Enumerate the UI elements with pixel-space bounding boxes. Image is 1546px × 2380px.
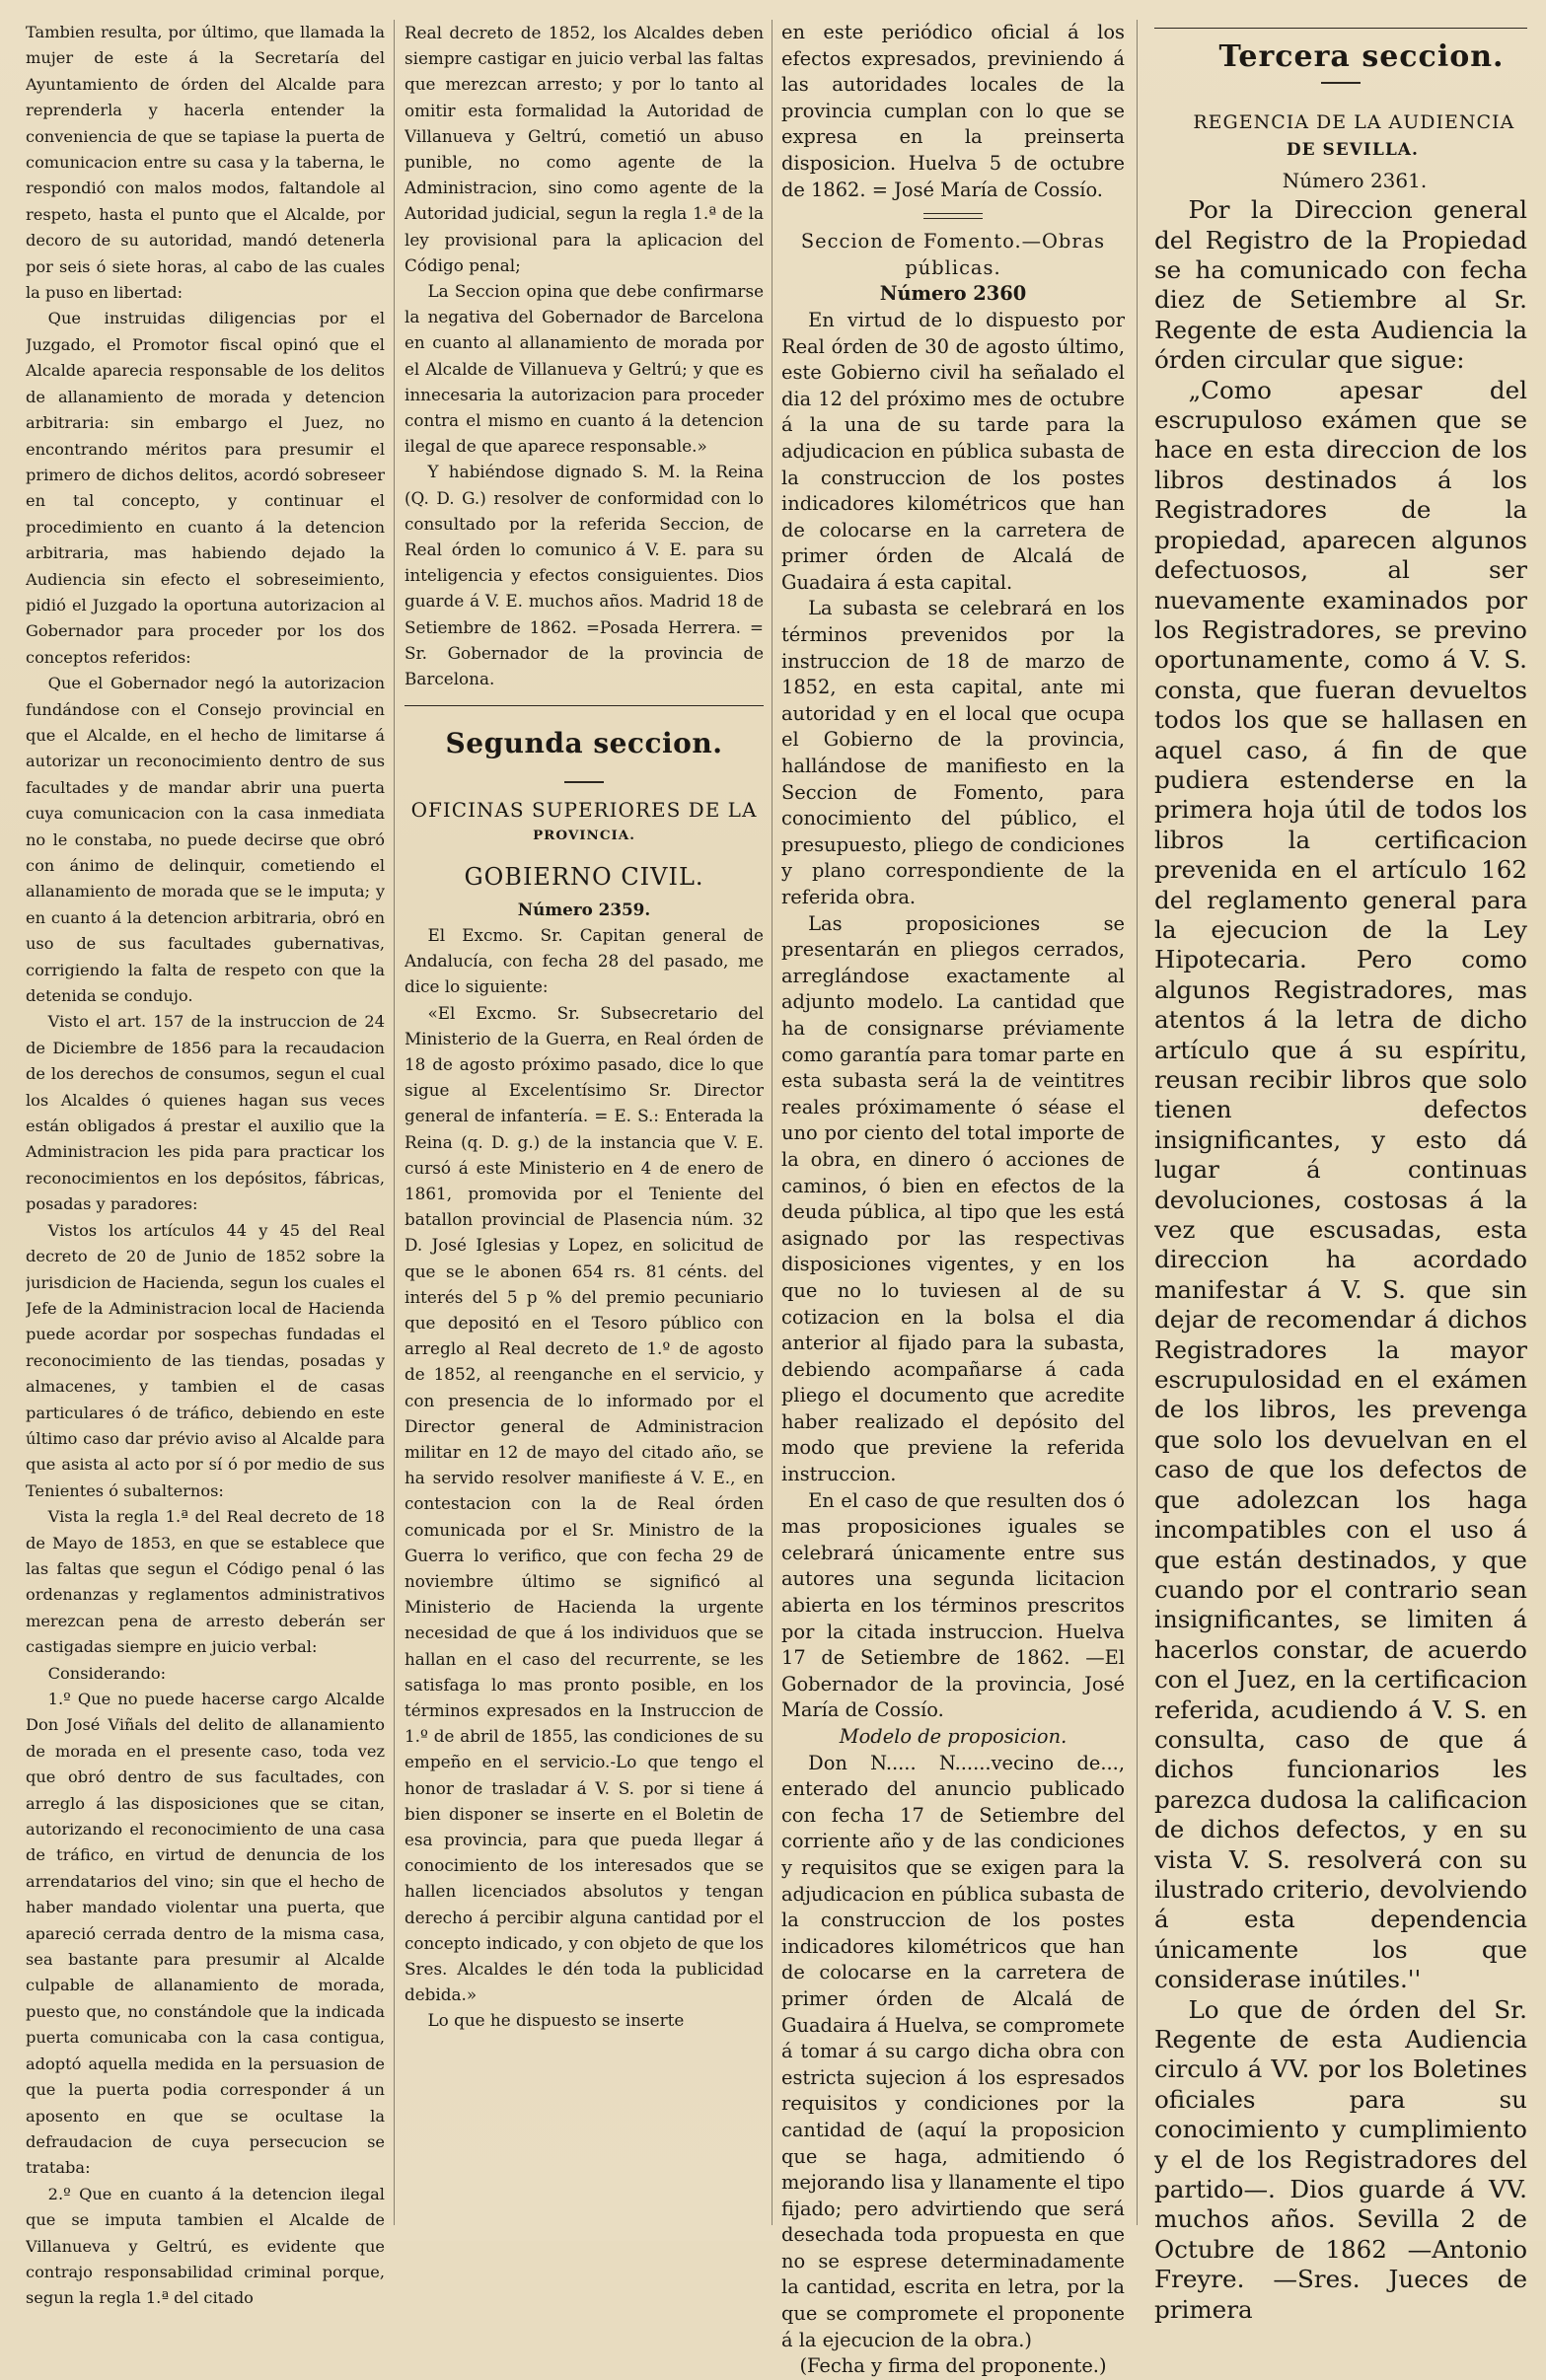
paragraph: Don N..... N......vecino de..., enterado del anuncio publicado con fecha 17 de Setiembre del corriente año y de las condiciones y requisitos que se exigen para la adjudicacion en pública subasta de la construccion de los postes indicadores kilométricos que han de colocarse en la carretera de primer órden de Alcalá de Guadaira á Huelva, se compromete á tomar á su cargo dicha obra con estricta sujecion á los espresados requisitos y condiciones por la cantidad de (aquí la proposicion que se haga, admitiendo ó mejorando lisa y llanamente el tipo fijado; pero advirtiendo que será desechada toda propuesta en que no se esprese determinadamente la cantidad, escrita en letra, por la que se compromete el proponente á la ejecucion de la obra.) xyxy=(781,1751,1125,2351)
paragraph: La subasta se celebrará en los términos prevenidos por la instruccion de 18 de marzo de 1852, en esta capital, ante mi autoridad y en el local que ocupa el Gobierno de la provincia, hallándose de manifiesto en la Seccion de Fomento, para conocimiento del público, el presupuesto, pliego de condiciones y plano correspondiente de la referida obra. xyxy=(781,597,1125,908)
decree-number: Número 2361. xyxy=(1282,168,1428,192)
column-divider xyxy=(394,20,395,2225)
short-rule xyxy=(564,781,604,783)
column-divider xyxy=(772,20,773,2225)
decree-number: Número 2360 xyxy=(879,282,1027,306)
paragraph: «El Excmo. Sr. Subsecretario del Ministerio de la Guerra, en Real órden de 18 de agosto próximo pasado, dice lo que sigue al Excelentísimo Sr. Director general de infantería. = E. S.: Enterada la Reina (q. D. g.) de la instancia que V. E. cursó á este Ministerio en 4 de enero de 1861, promovida por el Teniente del batallon provincial de Plasencia núm. 32 D. José Iglesias y Lopez, en solicitud de que se le abonen 654 rs. 81 cénts. del interés del 5 p % del premio pecuniario que depositó en el Tesoro público con arreglo al Real decreto de 1.º de agosto de 1852, al reenganche en el servicio, y con presencia de lo informado por el Director general de Administracion militar en 12 de mayo del citado año, se ha servido resolver manifieste á V. E., en contestacion con la de Real órden comunicada por el Sr. Ministro de la Guerra lo verifico, que con fecha 29 de noviembre último se significó al Ministerio de Hacienda la urgente necesidad de que á los individuos que se hallan en el caso del recurrente, se les satisfaga lo mas pronto posible, en los términos expresados en la Instruccion de 1.º de abril de 1855, las condiciones de su empeño en el servicio.-Lo que tengo el honor de trasladar á V. S. por si tiene á bien disponer se inserte en el Boletin de esa provincia, para que pueda llegar á conocimiento de los interesados que se hallen licenciados absolutos y tengan derecho á percibir alguna cantidad por el concepto indicado, y con objeto de que los Sres. Alcaldes le dén toda la publicidad debida.» xyxy=(405,1002,764,2005)
gov-title: GOBIERNO CIVIL. xyxy=(464,862,704,891)
office-subtitle: PROVINCIA. xyxy=(533,828,635,844)
section-rule xyxy=(1154,28,1527,29)
section-title: Segunda seccion. xyxy=(445,727,723,760)
paragraph: Visto el art. 157 de la instruccion de 24 de Diciembre de 1856 para la recaudacion de los derechos de consumos, segun el cual los Alcaldes ó quienes hagan sus veces están obligados á prestar el auxilio que la Administracion les pida para practicar los reconocimientos en los depósitos, fábricas, posadas y paradores: xyxy=(26,1012,385,1214)
short-rule xyxy=(1321,82,1361,84)
regencia-subtitle: DE SEVILLA. xyxy=(1286,140,1419,161)
paragraph: Las proposiciones se presentarán en pliegos cerrados, arreglándose exactamente al adjunto modelo. La cantidad que ha de consignarse préviamente como garantía para tomar parte en esta subasta será la de veintitres reales próximamente ó séase el uno por ciento del total importe de la obra, en dinero ó acciones de caminos, ó bien en efectos de la deuda pública, al tipo que les está asignado por las respectivas disposiciones vigentes, y en los que no lo tuviesen al de su cotizacion en la bolsa el dia anterior al fijado para la subasta, debiendo acompañarse á cada pliego el documento que acredite haber realizado el depósito del modo que previene la referida instruccion. xyxy=(781,911,1125,1486)
paragraph: 1.º Que no puede hacerse cargo Alcalde Don José Viñals del delito de allanamiento de morada en el presente caso, toda vez que obró dentro de sus facultades, con arreglo á las disposiciones que se citan, autorizando el reconocimiento de una casa de tráfico, en virtud de denuncia de los arrendatarios del vino; sin que el hecho de haber mandado violentar una puerta, que apareció cerrada dentro de la misma casa, sea bastante para presumir al Alcalde culpable de allanamiento de morada, puesto que, no constándole que la indicada puerta comunicaba con la casa contigua, adoptó aquella medida en la persuasion de que la puerta podia corresponder á un aposento en que se ocultase la defraudacion de cuya persecucion se trataba: xyxy=(26,1690,385,2178)
paragraph: El Excmo. Sr. Capitan general de Andalucía, con fecha 28 del pasado, me dice lo siguiente: xyxy=(405,924,764,997)
signature-line: (Fecha y firma del proponente.) xyxy=(799,2354,1107,2378)
paragraph: Vista la regla 1.ª del Real decreto de 18 de Mayo de 1853, en que se establece que las faltas que segun el Código penal ó las ordenanzas y reglamentos administrativos merezcan pena de arresto deberán ser castigadas siempre en juicio verbal: xyxy=(26,1507,385,1657)
section-rule xyxy=(405,705,764,706)
double-rule xyxy=(923,213,983,219)
paragraph: En el caso de que resulten dos ó mas proposiciones iguales se celebrará únicamente entre sus autores una segunda licitacion abierta en los términos prescritos por la citada instruccion. Huelva 17 de Setiembre de 1862. —El Gobernador de la provincia, José María de Cossío. xyxy=(781,1488,1125,1722)
column-3 xyxy=(781,20,1125,2380)
column-4 xyxy=(1154,20,1527,2325)
paragraph: Y habiéndose dignado S. M. la Reina (Q. D. G.) resolver de conformidad con lo consultado por la referida Seccion, de Real órden lo comunico á V. E. para su inteligencia y efectos consiguientes. Dios guarde á V. E. muchos años. Madrid 18 de Setiembre de 1862. =Posada Herrera. = Sr. Gobernador de la provincia de Barcelona. xyxy=(405,462,764,689)
paragraph: En virtud de lo dispuesto por Real órden de 30 de agosto último, este Gobierno civil ha señalado el dia 12 del próximo mes de octubre á la una de su tarde para la adjudicacion en pública subasta de la construccion de los postes indicadores kilométricos que han de colocarse en la carretera de primer órden de Alcalá de Guadaira á esta capital. xyxy=(781,308,1125,594)
paragraph: Lo que he dispuesto se inserte xyxy=(427,2010,685,2031)
section-title: Seccion de Fomento.—Obras públicas. xyxy=(800,230,1106,279)
column-1 xyxy=(26,20,385,2312)
section-title: Tercera seccion. xyxy=(1218,39,1505,74)
paragraph: Lo que de órden del Sr. Regente de esta Audiencia circulo á VV. por los Boletines oficiales para su conocimiento y cumplimiento y el de los Registradores del partido—. Dios guarde á VV. muchos años. Sevilla 2 de Octubre de 1862 —Antonio Freyre. —Sres. Jueces de primera xyxy=(1154,1994,1527,2324)
column-divider xyxy=(1137,20,1138,2225)
paragraph: La Seccion opina que debe confirmarse la negativa del Gobernador de Barcelona en cuanto al allanamiento de morada por el Alcalde de Villanueva y Geltrú; y que es innecesaria la autorizacion para proceder contra el mismo en cuanto á la detencion ilegal de que aparece responsable.» xyxy=(405,281,764,457)
paragraph: Que instruidas diligencias por el Juzgado, el Promotor fiscal opinó que el Alcalde aparecia responsable de los delitos de allanamiento de morada y detencion arbitraria: sin embargo el Juez, no encontrando méritos para presumir el primero de dichos delitos, acordó sobreseer en tal concepto, y continuar el procedimiento en cuanto á la detencion arbitraria, mas habiendo dejado la Audiencia sin efecto el sobreseimiento, pidió el Juzgado la oportuna autorizacion al Gobernador para proceder por los dos conceptos referidos: xyxy=(26,309,385,667)
column-2 xyxy=(405,20,764,2034)
paragraph: en este periódico oficial á los efectos expresados, previniendo á las autoridades locales de la provincia cumplan con lo que se expresa en la preinserta disposicion. Huelva 5 de octubre de 1862. = José María de Cossío. xyxy=(781,21,1125,201)
paragraph: „Como apesar del escrupuloso exámen que se hace en esta direccion de los libros destinados á los Registradores de la propiedad, aparecen algunos defectuosos, al ser nuevamente examinados por los Registradores, se previno oportunamente, como á V. S. consta, que fueran devueltos todos los que se hallasen en aquel caso, á fin de que pudiera estenderse en la primera hoja útil de todos los libros la certificacion prevenida en el artículo 162 del reglamento general para la ejecucion de la Ley Hipotecaria. Pero como algunos Registradores, mas atentos á la letra de dicho artículo que á su espíritu, reusan recibir libros que solo tienen defectos insignificantes, y esto dá lugar á continuas devoluciones, costosas á la vez que escusadas, esta direccion ha acordado manifestar á V. S. que sin dejar de recomendar á dichos Registradores la mayor escrupulosidad en el exámen de los libros, les prevenga que solo los devuelvan en el caso de que los defectos de que adolezcan los haga incompatibles con el uso á que están destinados, y que cuando por el contrario sean insignificantes, se limiten á hacerlos constar, de acuerdo con el Juez, en la certificacion referida, acudiendo á V. S. en consulta, caso de que á dichos funcionarios les parezca dudosa la calificacion de dichos defectos, y en su vista V. S. resolverá con su ilustrado criterio, devolviendo á esta dependencia únicamente los que considerase inútiles.'' xyxy=(1154,375,1527,1994)
paragraph: Real decreto de 1852, los Alcaldes deben siempre castigar en juicio verbal las faltas que merezcan arresto; y por lo tanto al omitir esta formalidad la Autoridad de Villanueva y Geltrú, cometió un abuso punible, no como agente de la Administracion, sino como agente de la Autoridad judicial, segun la regla 1.ª de la ley provisional para la aplicacion del Código penal; xyxy=(405,23,764,275)
paragraph: Que el Gobernador negó la autorizacion fundándose con el Consejo provincial en que el Alcalde, en el hecho de limitarse á autorizar un reconocimiento dentro de sus facultades y de mandar abrir una puerta cuya comunicacion con la casa inmediata no le constaba, no puede decirse que obró con ánimo de delinquir, cometiendo el allanamiento de morada que se le imputa; y en cuanto á la detencion arbitraria, obró en uso de sus facultades gubernativas, corrigiendo la falta de respeto con que la detenida se condujo. xyxy=(26,674,385,1006)
paragraph: Tambien resulta, por último, que llamada la mujer de este á la Secretaría del Ayuntamiento de órden del Alcalde para reprenderla y hacerla entender la conveniencia de que se tapiase la puerta de comunicacion entre su casa y la taberna, le respondió con malos modos, faltandole al respeto, hasta el punto que el Alcalde, por decoro de su autoridad, mandó detenerla por seis ó siete horas, al cabo de las cuales la puso en libertad: xyxy=(26,23,385,303)
office-title: OFICINAS SUPERIORES DE LA xyxy=(410,798,758,823)
paragraph: Considerando: xyxy=(47,1663,167,1683)
decree-number: Número 2359. xyxy=(517,899,651,919)
model-title: Modelo de proposicion. xyxy=(839,1725,1067,1748)
paragraph: Vistos los artículos 44 y 45 del Real decreto de 20 de Junio de 1852 sobre la jurisdicion de Hacienda, segun los cuales el Jefe de la Administracion local de Hacienda puede acordar por sospechas fundadas el reconocimiento de las tiendas, posadas y almacenes, y tambien el de casas particulares ó de tráfico, debiendo en este último caso dar prévio aviso al Alcalde para que asista al acto por sí ó por medio de sus Tenientes ó subalternos: xyxy=(26,1220,385,1500)
regencia-title: REGENCIA DE LA AUDIENCIA xyxy=(1193,111,1515,134)
paragraph: Por la Direccion general del Registro de la Propiedad se ha comunicado con fecha diez de Setiembre al Sr. Regente de esta Audiencia la órden circular que sigue: xyxy=(1154,195,1527,375)
paragraph: 2.º Que en cuanto á la detencion ilegal que se imputa tambien el Alcalde de Villanueva y Geltrú, es evidente que contrajo responsabilidad criminal porque, segun la regla 1.ª del citado xyxy=(26,2184,385,2308)
